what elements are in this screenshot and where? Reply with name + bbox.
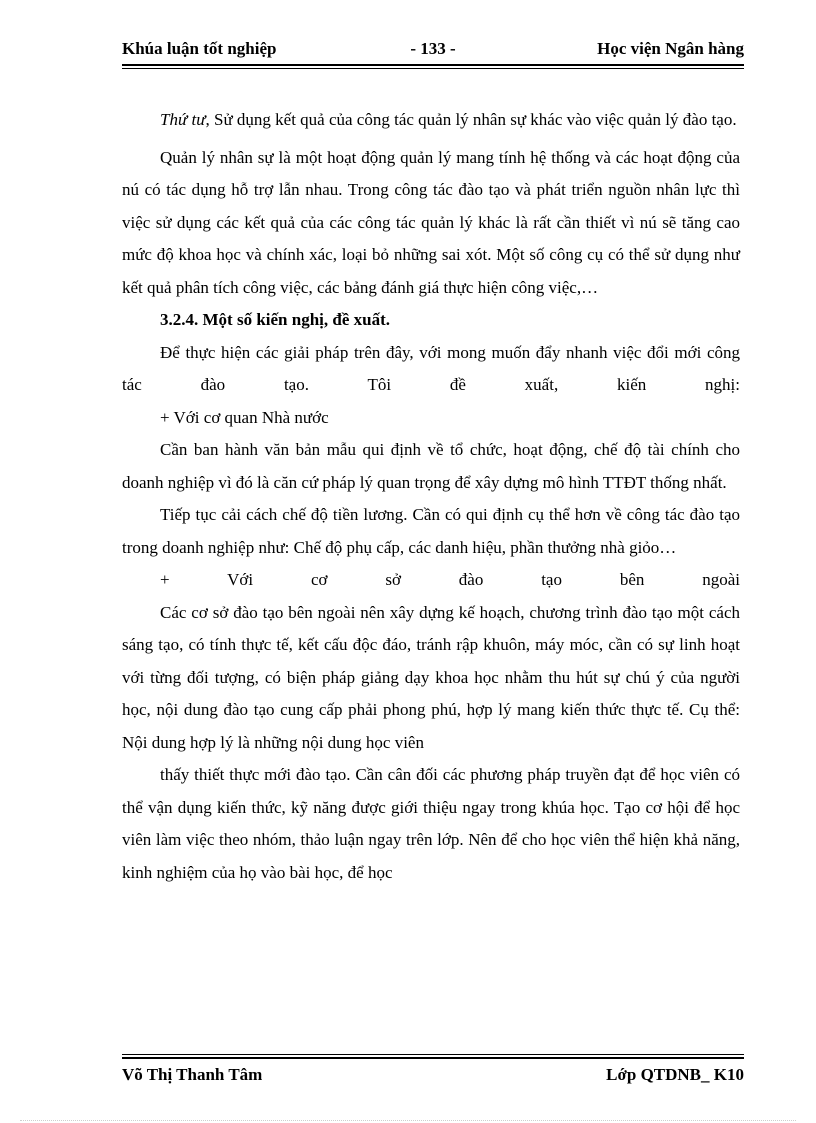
footer-rule-thin	[122, 1054, 744, 1055]
paragraph-hr-management: Quản lý nhân sự là một hoạt động quản lý mang tính hệ thống và các hoạt động của nú có tác dụng hỗ trợ lẫn nhau. Trong công tác đào tạo và phát triển nguồn nhân lực thì việc sử dụng các kết quả của các công tác quản lý khác là rất cần thiết vì nú sẽ tăng cao mức độ khoa học và chính xác, loại bỏ những sai xót. Một số công cụ có thể sử dụng như kết quả phân tích công việc, các bảng đánh giá thực hiện công việc,…	[122, 147, 740, 297]
paragraph-fourth-point	[122, 104, 740, 137]
fourth-point-label: Thứ tư	[160, 110, 206, 129]
page-footer	[122, 1063, 744, 1087]
page-body	[122, 104, 740, 889]
list-item-state-agencies: + Với cơ quan Nhà nước	[160, 407, 329, 427]
header-rule-thin	[122, 68, 744, 69]
paragraph-teaching-methods: thấy thiết thực mới đào tạo. Cần cân đối các phương pháp truyền đạt để học viên có thể vận dụng kiến thức, kỹ năng được giới thiệu ngay trong khúa học. Tạo cơ hội để học viên làm việc theo nhóm, thảo luận ngay trên lớp. Nên để cho học viên thể hiện khả năng, kinh nghiệm của họ vào bài học, để học	[122, 765, 740, 882]
page-bottom-divider	[20, 1120, 796, 1121]
paragraph-regulations: Cần ban hành văn bản mẫu qui định về tổ chức, hoạt động, chế độ tài chính cho doanh nghiệp vì đó là căn cứ pháp lý quan trọng để xây dựng mô hình TTĐT thống nhất.	[122, 440, 740, 492]
paragraph-proposals-intro: Để thực hiện các giải pháp trên đây, với mong muốn đẩy nhanh việc đổi mới công tác đào tạo. Tôi đề xuất, kiến nghị:	[122, 342, 740, 394]
header-page-number: - 133 -	[410, 39, 456, 58]
footer-rule-thick	[122, 1057, 744, 1059]
header-thesis-title: Khúa luận tốt nghiệp	[122, 39, 277, 58]
paragraph-external-training: Các cơ sở đào tạo bên ngoài nên xây dựng kế hoạch, chương trình đào tạo một cách sáng tạo, có tính thực tế, kết cấu độc đáo, tránh rập khuôn, máy móc, cần có sự linh hoạt với từng đối tượng, có biện pháp giảng dạy khoa học nhằm thu hút sự chú ý của người học, nội dung đào tạo cung cấp phải phong phú, hợp lý mang kiến thức thực tế. Cụ thể: Nội dung hợp lý là những nội dung học viên	[122, 602, 740, 752]
section-heading: 3.2.4. Một số kiến nghị, đề xuất.	[160, 310, 390, 329]
footer-class: Lớp QTDNB_ K10	[606, 1065, 744, 1084]
footer-author: Võ Thị Thanh Tâm	[122, 1065, 263, 1084]
header-institution: Học viện Ngân hàng	[597, 39, 744, 58]
fourth-point-text: , Sử dụng kết quả của công tác quản lý nhân sự khác vào việc quản lý đào tạo.	[205, 110, 737, 129]
header-rule-thick	[122, 64, 744, 66]
page-header	[122, 36, 744, 62]
list-item-external-training: + Với cơ sở đào tạo bên ngoài	[160, 570, 740, 589]
paragraph-salary-reform: Tiếp tục cải cách chế độ tiền lương. Cần có qui định cụ thể hơn về công tác đào tạo trong doanh nghiệp như: Chế độ phụ cấp, các danh hiệu, phần thưởng nhà giỏo…	[122, 505, 740, 557]
